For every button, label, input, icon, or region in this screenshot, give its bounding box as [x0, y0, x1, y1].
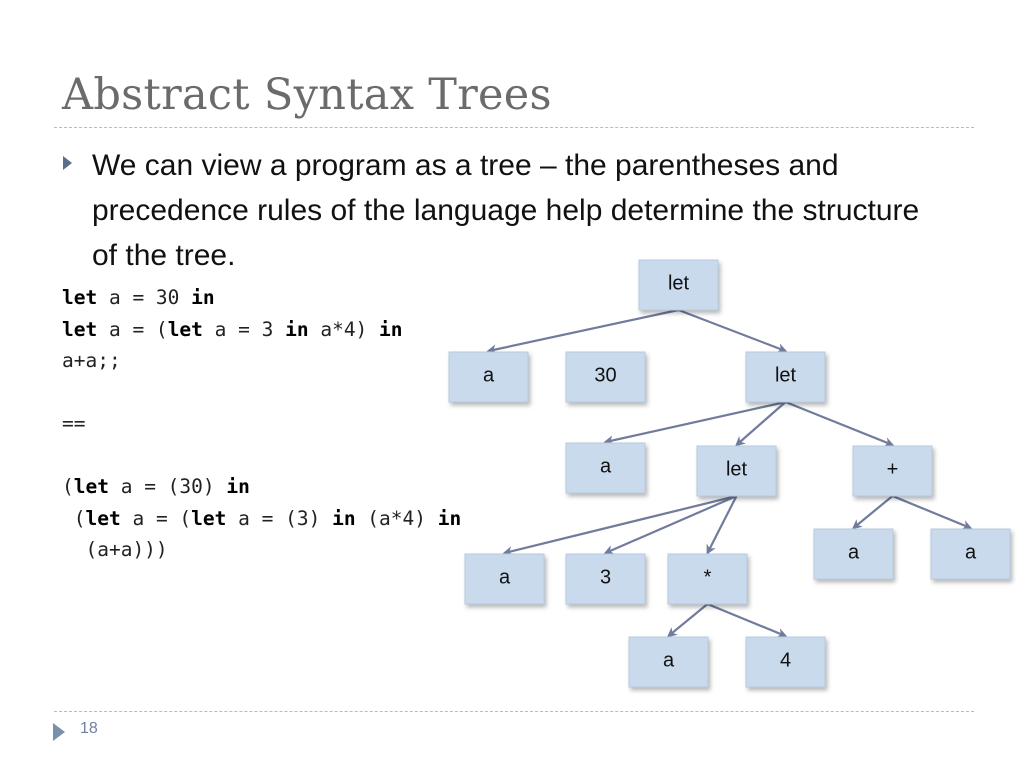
tree-node	[566, 554, 645, 604]
code-keyword: let	[191, 506, 227, 530]
tree-edge	[669, 604, 708, 636]
footer-arrow-icon	[53, 723, 65, 741]
tree-edge	[505, 496, 737, 553]
tree-edge	[854, 496, 893, 528]
tree-node	[566, 443, 645, 493]
tree-node	[449, 352, 528, 402]
tree-node	[746, 352, 825, 402]
code-keyword: in	[437, 506, 462, 530]
tree-node-label: a	[847, 541, 860, 564]
code-keyword: in	[191, 286, 215, 309]
code-text: a = (	[120, 506, 192, 530]
tree-edge	[489, 310, 679, 351]
tree-edge	[708, 496, 737, 553]
tree-edge	[708, 604, 786, 636]
code-keyword: let	[62, 317, 98, 341]
code-text: a = 30	[97, 286, 192, 309]
tree-node-label: a	[662, 649, 675, 672]
code-keyword: let	[85, 506, 121, 530]
tree-node-label: let	[667, 272, 690, 295]
slide-title: Abstract Syntax Trees	[62, 70, 552, 120]
code-text: a = 3	[202, 317, 286, 341]
tree-edge	[606, 402, 786, 442]
tree-edge	[893, 496, 971, 528]
code-keyword: in	[332, 506, 356, 530]
tree-edge	[606, 496, 737, 553]
tree-node	[639, 260, 718, 310]
tree-node-label: let	[725, 458, 748, 481]
tree-node-label: a	[498, 566, 511, 589]
tree-node	[853, 446, 932, 496]
tree-node-label: let	[774, 364, 797, 387]
tree-node-label: +	[886, 458, 899, 481]
tree-node-label: 4	[779, 649, 792, 672]
code-text: a = (	[97, 317, 168, 341]
code-keyword: let	[73, 475, 109, 498]
code-text: a*4)	[308, 317, 380, 341]
code-keyword: let	[62, 286, 98, 309]
code-text: (	[62, 506, 86, 530]
code-keyword: in	[226, 475, 250, 498]
code-text: ==	[62, 412, 86, 435]
tree-node-label: a	[599, 455, 612, 478]
code-text: (a*4)	[355, 506, 438, 530]
code-text: a = (3)	[226, 506, 333, 530]
tree-edge	[679, 310, 786, 351]
tree-node	[465, 554, 544, 604]
bullet-text: We can view a program as a tree – the parentheses and precedence rules of the language help determine the structure of the tree.	[92, 149, 920, 272]
page-number: 18	[80, 720, 98, 737]
tree-edge	[786, 402, 893, 445]
tree-node-label: 30	[594, 364, 617, 387]
code-keyword: in	[285, 317, 309, 341]
tree-node-label: a	[482, 364, 495, 387]
footer-divider	[54, 711, 974, 712]
tree-node-label: 3	[599, 566, 612, 589]
code-keyword: in	[379, 317, 403, 341]
tree-node	[814, 529, 893, 579]
tree-node-label: a	[964, 541, 977, 564]
code-text: a+a;;	[62, 349, 121, 372]
tree-node	[629, 637, 708, 687]
tree-node	[697, 446, 776, 496]
tree-node	[566, 352, 645, 402]
tree-node	[931, 529, 1010, 579]
code-text: (	[62, 475, 74, 498]
tree-node-label: *	[703, 566, 712, 589]
tree-node	[746, 637, 825, 687]
code-text: (a+a)))	[62, 538, 168, 561]
code-keyword: let	[167, 317, 203, 341]
tree-node	[668, 554, 747, 604]
code-text: a = (30)	[108, 475, 227, 498]
